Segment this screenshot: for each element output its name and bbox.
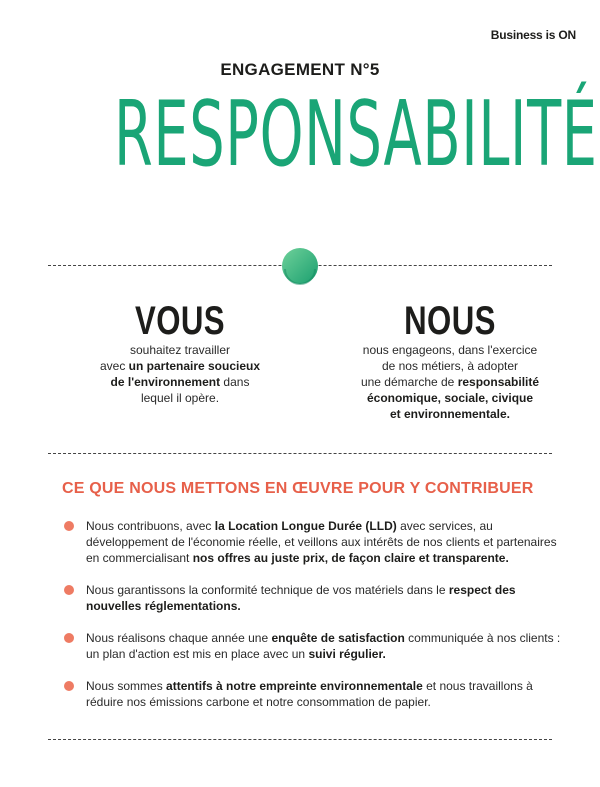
item-bold: enquête de satisfaction (271, 631, 405, 645)
page-title: RESPONSABILITÉ (114, 82, 598, 187)
nous-line: de nos métiers, à adopter (381, 359, 519, 373)
item-bold: suivi régulier. (308, 647, 386, 661)
bullet-dot-icon (64, 585, 74, 595)
item-text: Nous réalisons chaque année une (86, 631, 272, 645)
nous-line: nous engageons, dans l'exercice (362, 343, 538, 357)
item-bold: attentifs à notre empreinte environnementale (166, 679, 423, 693)
commitment-list (62, 518, 562, 726)
list-item (62, 582, 562, 614)
vous-line: souhaitez travailler (129, 343, 231, 357)
vous-text (60, 342, 300, 406)
vous-heading: VOUS (135, 299, 225, 343)
engagement-label: ENGAGEMENT N°5 (220, 60, 380, 79)
list-item (62, 518, 562, 566)
green-circle-icon (281, 247, 319, 285)
vous-line: dans (220, 375, 250, 389)
nous-heading: NOUS (404, 299, 496, 343)
item-text: Nous garantissons la conformité technique de vos matériels dans le (86, 583, 449, 597)
vous-bold: de l'environnement (110, 375, 221, 389)
nous-column (330, 300, 570, 422)
bullet-dot-icon (64, 681, 74, 691)
divider-middle (48, 453, 552, 454)
nous-bold: responsabilité (457, 375, 540, 389)
item-text: avec services, au développement de l'économie réelle, et veillons aux intérêts de nos clients et partenaires en commercialisant (86, 519, 557, 565)
item-text: communiquée à nos clients : un plan d'action est mis en place avec un (86, 631, 561, 661)
divider-bottom (48, 739, 552, 740)
nous-line: une démarche de (360, 375, 458, 389)
item-bold: respect des nouvelles réglementations. (86, 583, 516, 613)
vous-bold: un partenaire soucieux (128, 359, 261, 373)
item-bold: nos offres au juste prix, de façon claire et transparente. (192, 551, 509, 565)
brand-label: Business is ON (490, 28, 576, 42)
nous-bold: économique, sociale, civique (366, 391, 534, 405)
section-heading: CE QUE NOUS METTONS EN ŒUVRE POUR Y CONTRIBUER (62, 480, 534, 497)
item-text: Nous sommes (86, 679, 167, 693)
nous-bold: et environnementale. (389, 407, 511, 421)
bullet-dot-icon (64, 633, 74, 643)
vous-column (60, 300, 300, 406)
list-item (62, 630, 562, 662)
list-item (62, 678, 562, 710)
vous-line: avec (99, 359, 129, 373)
bullet-dot-icon (64, 521, 74, 531)
nous-text (330, 342, 570, 422)
item-text: et nous travaillons à réduire nos émissions carbone et notre consommation de papier. (86, 679, 533, 709)
vous-line: lequel il opère. (140, 391, 220, 405)
item-text: Nous contribuons, avec (86, 519, 215, 533)
item-bold: la Location Longue Durée (LLD) (214, 519, 397, 533)
